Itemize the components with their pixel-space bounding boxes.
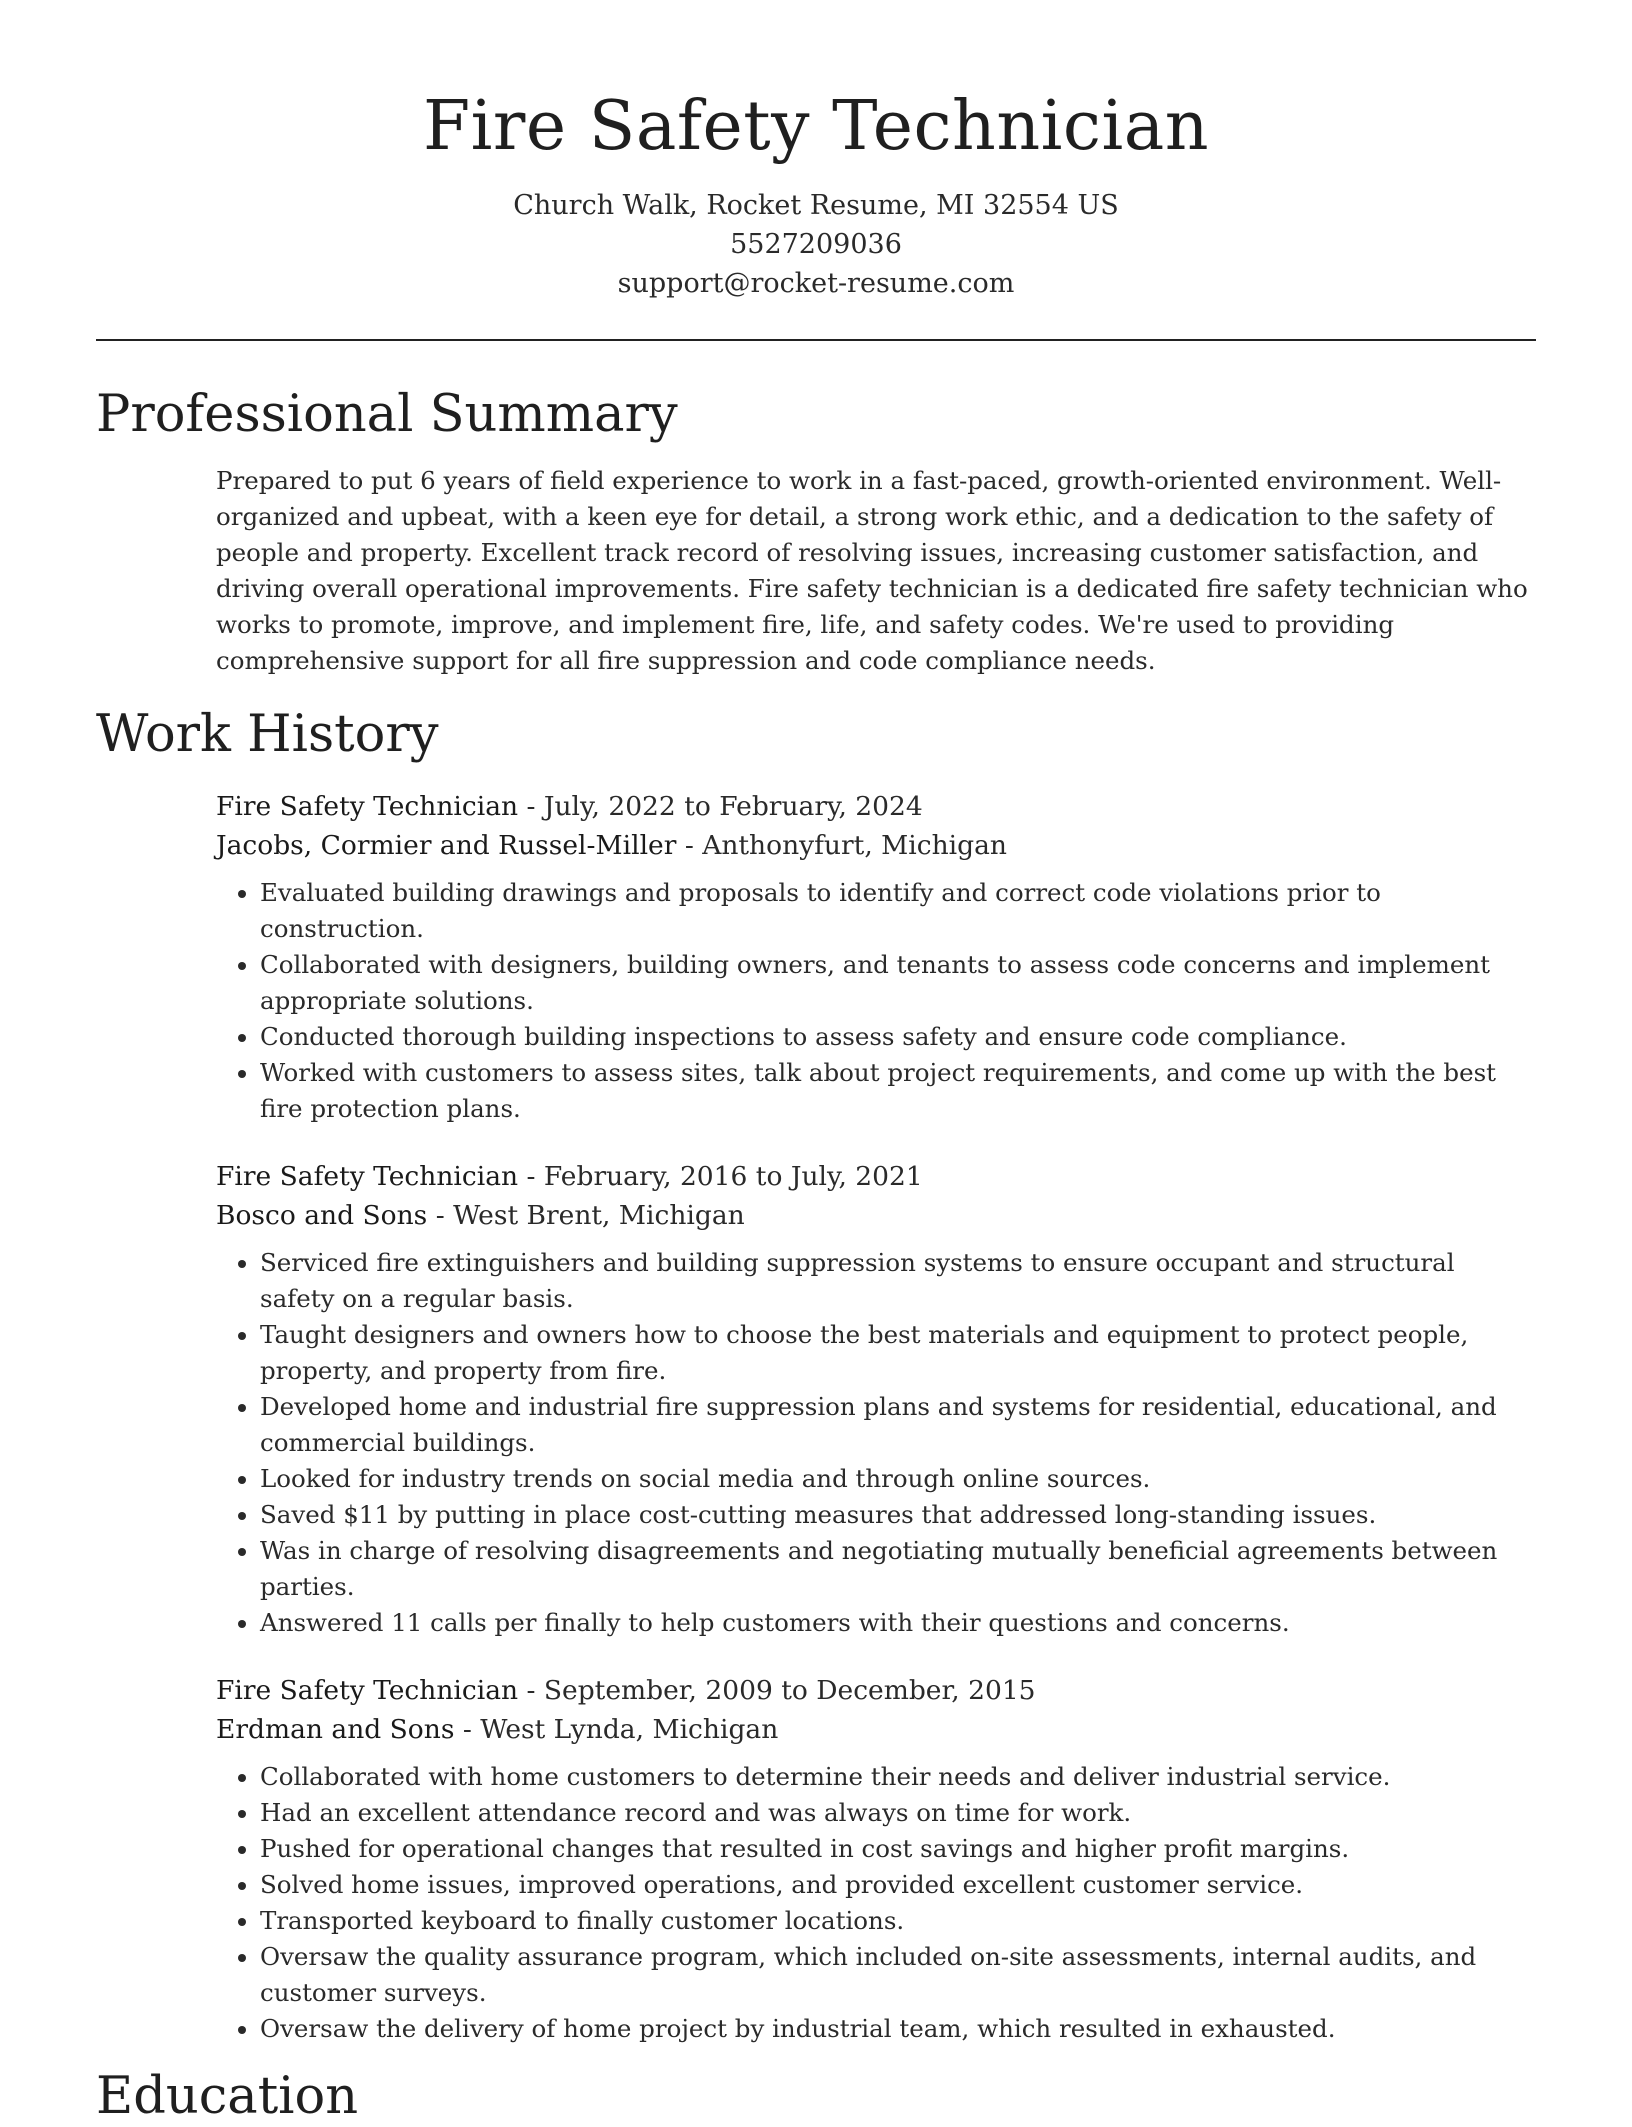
list-item: • Developed home and industrial fire suppression plans and systems for residential, educational, and commercial buildings. [260,1389,1536,1461]
job-title-line [216,787,1536,826]
job-dates: - September, 2009 to December, 2015 [518,1675,1036,1706]
list-item: • Oversaw the delivery of home project by industrial team, which resulted in exhausted. [260,2011,1536,2047]
job-location: - Anthonyfurt, Michigan [676,830,1007,861]
summary-heading: Professional Summary [96,385,678,444]
list-item: • Saved $11 by putting in place cost-cutting measures that addressed long-standing issues. [260,1497,1536,1533]
job-company: Bosco and Sons [216,1200,428,1231]
job-dates: - July, 2022 to February, 2024 [518,791,923,822]
list-item: • Taught designers and owners how to choose the best materials and equipment to protect people, property, and property from fire. [260,1317,1536,1389]
resume-name: Fire Safety Technician [422,87,1210,166]
job-bullets [216,1245,1536,1641]
job-entry [216,1157,1536,1641]
list-item: • Looked for industry trends on social media and through online sources. [260,1461,1536,1497]
job-dates: - February, 2016 to July, 2021 [518,1161,923,1192]
job-company-line [216,1710,1536,1749]
list-item: • Answered 11 calls per finally to help customers with their questions and concerns. [260,1605,1536,1641]
resume-page [96,0,1536,2127]
list-item: • Oversaw the quality assurance program, which included on-site assessments, internal audits, and customer surveys. [260,1939,1536,2011]
work-history-heading: Work History [96,705,439,764]
job-company: Jacobs, Cormier and Russel-Miller [216,830,677,861]
job-company-line [216,1196,1536,1235]
job-location: - West Lynda, Michigan [454,1714,779,1745]
summary-text: Prepared to put 6 years of field experience to work in a fast-paced, growth-oriented environment. Well-organized and upbeat, with a keen eye for detail, a strong work ethic, and a dedication to the safety of people and property. Excellent track record of resolving issues, increasing customer satisfaction, and driving overall operational improvements. Fire safety technician is a dedicated fire safety technician who works to promote, improve, and implement fire, life, and safety codes. We're used to providing comprehensive support for all fire suppression and code compliance needs. [216,466,1528,675]
contact-address: Church Walk, Rocket Resume, MI 32554 US [513,190,1119,221]
job-company: Erdman and Sons [216,1714,455,1745]
job-role: Fire Safety Technician [216,1161,519,1192]
job-bullets [216,1759,1536,2047]
job-location: - West Brent, Michigan [427,1200,745,1231]
job-title-line [216,1157,1536,1196]
job-bullets [216,875,1536,1127]
list-item: • Evaluated building drawings and proposals to identify and correct code violations prior to construction. [260,875,1536,947]
contact-email: support@rocket-resume.com [617,268,1015,299]
list-item: • Conducted thorough building inspections to assess safety and ensure code compliance. [260,1019,1536,1055]
list-item: • Worked with customers to assess sites, talk about project requirements, and come up with the best fire protection plans. [260,1055,1536,1127]
list-item: • Collaborated with home customers to determine their needs and deliver industrial service. [260,1759,1536,1795]
list-item: • Serviced fire extinguishers and building suppression systems to ensure occupant and structural safety on a regular basis. [260,1245,1536,1317]
job-role: Fire Safety Technician [216,1675,519,1706]
job-entry [216,787,1536,1127]
list-item: • Transported keyboard to finally customer locations. [260,1903,1536,1939]
list-item: • Had an excellent attendance record and was always on time for work. [260,1795,1536,1831]
job-title-line [216,1671,1536,1710]
education-heading: Education [96,2067,359,2126]
job-role: Fire Safety Technician [216,791,519,822]
job-company-line [216,826,1536,865]
list-item: • Pushed for operational changes that resulted in cost savings and higher profit margins. [260,1831,1536,1867]
list-item: • Solved home issues, improved operations, and provided excellent customer service. [260,1867,1536,1903]
contact-phone: 5527209036 [730,229,902,260]
job-entry [216,1671,1536,2047]
list-item: • Collaborated with designers, building owners, and tenants to assess code concerns and implement appropriate solutions. [260,947,1536,1019]
header-divider [96,339,1536,341]
contact-block [96,186,1536,303]
list-item: • Was in charge of resolving disagreements and negotiating mutually beneficial agreements between parties. [260,1533,1536,1605]
